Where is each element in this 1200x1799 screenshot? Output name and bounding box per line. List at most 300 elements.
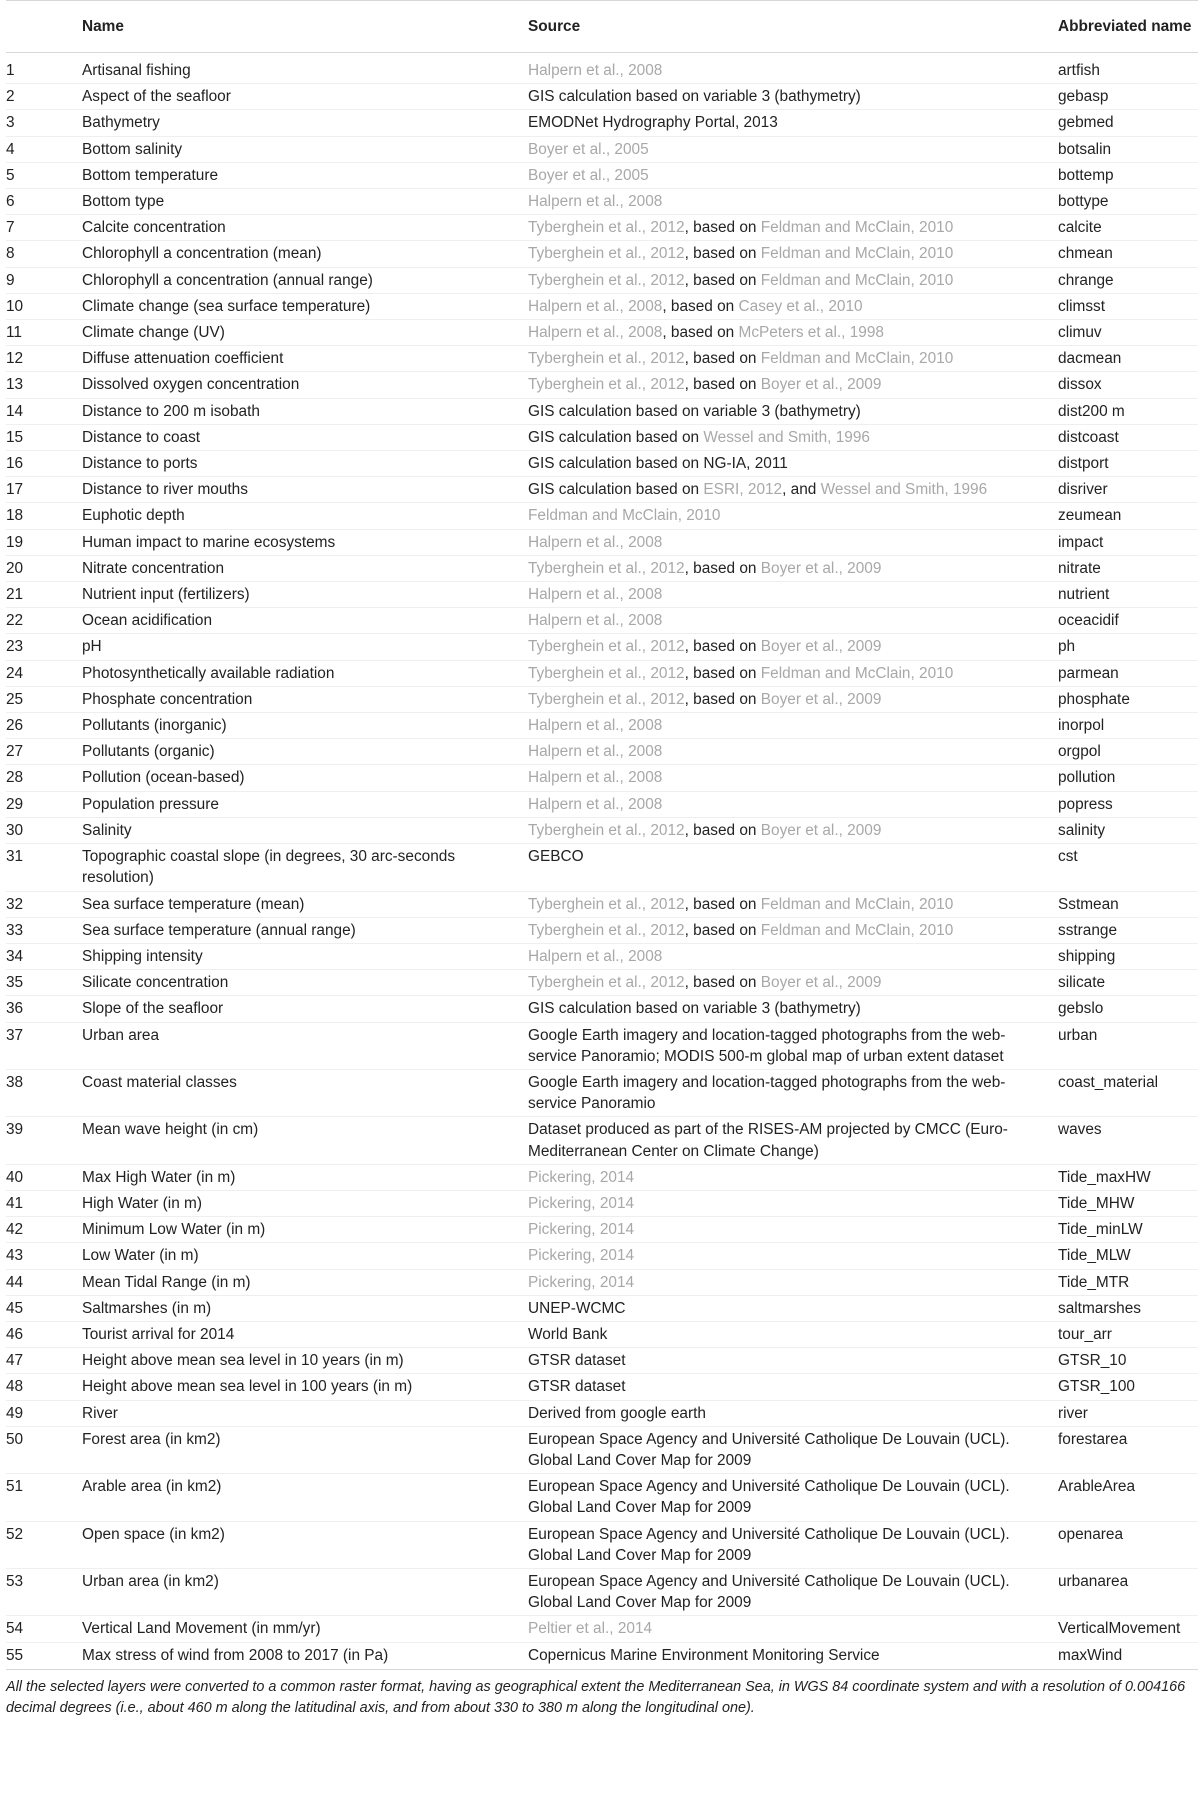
layer-name: Height above mean sea level in 10 years (in m)	[76, 1348, 522, 1374]
layer-source	[522, 110, 1052, 136]
reference-link[interactable]: Tyberghein et al., 2012	[528, 974, 685, 992]
table-row	[6, 1616, 1198, 1642]
table-row	[6, 844, 1198, 891]
table-row	[6, 1400, 1198, 1426]
row-number: 11	[6, 320, 76, 346]
row-number: 28	[6, 765, 76, 791]
abbreviated-name: climsst	[1052, 293, 1198, 319]
layer-name: Forest area (in km2)	[76, 1426, 522, 1473]
table-row	[6, 608, 1198, 634]
source-text: , and	[782, 481, 821, 499]
reference-link[interactable]: Halpern et al., 2008	[528, 612, 663, 630]
layer-name: Sea surface temperature (mean)	[76, 891, 522, 917]
layer-name: Distance to ports	[76, 451, 522, 477]
source-text: EMODNet Hydrography Portal, 2013	[528, 114, 778, 132]
table-row	[6, 765, 1198, 791]
reference-link[interactable]: Tyberghein et al., 2012	[528, 559, 685, 577]
layer-source	[522, 1426, 1052, 1473]
abbreviated-name: chmean	[1052, 241, 1198, 267]
reference-link[interactable]: Tyberghein et al., 2012	[528, 638, 685, 656]
layer-source	[522, 844, 1052, 891]
row-number: 24	[6, 660, 76, 686]
header-name: Name	[76, 1, 522, 53]
reference-link[interactable]: Tyberghein et al., 2012	[528, 271, 685, 289]
reference-link[interactable]: Halpern et al., 2008	[528, 533, 663, 551]
layer-name: Photosynthetically available radiation	[76, 660, 522, 686]
layer-source	[522, 84, 1052, 110]
reference-link[interactable]: Boyer et al., 2009	[760, 821, 882, 839]
table-row	[6, 791, 1198, 817]
layer-source	[522, 1190, 1052, 1216]
reference-link[interactable]: Feldman and McClain, 2010	[760, 664, 954, 682]
table-row	[6, 1426, 1198, 1473]
row-number: 15	[6, 424, 76, 450]
row-number: 30	[6, 817, 76, 843]
source-text: Derived from google earth	[528, 1404, 706, 1422]
source-text: , based on	[684, 821, 761, 839]
reference-link[interactable]: Boyer et al., 2009	[760, 638, 882, 656]
reference-link[interactable]: Feldman and McClain, 2010	[760, 245, 954, 263]
abbreviated-name: calcite	[1052, 215, 1198, 241]
layer-name: Pollutants (inorganic)	[76, 713, 522, 739]
layer-name: Bottom temperature	[76, 162, 522, 188]
layer-name: Diffuse attenuation coefficient	[76, 346, 522, 372]
layer-source	[522, 529, 1052, 555]
reference-link[interactable]: Boyer et al., 2009	[760, 376, 882, 394]
row-number: 38	[6, 1069, 76, 1116]
reference-link[interactable]: Halpern et al., 2008	[528, 717, 663, 735]
table-row	[6, 293, 1198, 319]
row-number: 23	[6, 634, 76, 660]
reference-link[interactable]: Feldman and McClain, 2010	[760, 219, 954, 237]
table-row	[6, 582, 1198, 608]
table-row	[6, 320, 1198, 346]
abbreviated-name: gebmed	[1052, 110, 1198, 136]
abbreviated-name: popress	[1052, 791, 1198, 817]
abbreviated-name: silicate	[1052, 970, 1198, 996]
table-row	[6, 241, 1198, 267]
layer-name: River	[76, 1400, 522, 1426]
abbreviated-name: nutrient	[1052, 582, 1198, 608]
table-row	[6, 1568, 1198, 1615]
row-number: 34	[6, 943, 76, 969]
reference-link[interactable]: Tyberghein et al., 2012	[528, 690, 685, 708]
table-row	[6, 1164, 1198, 1190]
table-row	[6, 1474, 1198, 1521]
layer-name: Sea surface temperature (annual range)	[76, 917, 522, 943]
layer-name: Distance to 200 m isobath	[76, 398, 522, 424]
source-text: , based on	[684, 219, 761, 237]
table-row	[6, 1069, 1198, 1116]
layer-name: Bathymetry	[76, 110, 522, 136]
layer-source	[522, 1164, 1052, 1190]
layer-name: Slope of the seafloor	[76, 996, 522, 1022]
layer-name: Coast material classes	[76, 1069, 522, 1116]
abbreviated-name: openarea	[1052, 1521, 1198, 1568]
row-number: 47	[6, 1348, 76, 1374]
abbreviated-name: disriver	[1052, 477, 1198, 503]
abbreviated-name: gebasp	[1052, 84, 1198, 110]
reference-link[interactable]: Tyberghein et al., 2012	[528, 376, 685, 394]
table-footnote: All the selected layers were converted to a common raster format, having as geographical extent the Mediterranean Sea, in WGS 84 coordinate system and with a resolution of 0.004166 decimal degrees (i.e., about 460 m along the latitudinal axis, and from about 330 to 380 m along the longitudinal one).	[6, 1678, 1186, 1716]
row-number: 32	[6, 891, 76, 917]
reference-link[interactable]: Boyer et al., 2005	[528, 166, 649, 184]
abbreviated-name: bottype	[1052, 189, 1198, 215]
table-row	[6, 1117, 1198, 1164]
abbreviated-name: Tide_MHW	[1052, 1190, 1198, 1216]
reference-link[interactable]: Halpern et al., 2008	[528, 62, 663, 79]
source-text: GIS calculation based on	[528, 481, 704, 499]
row-number: 18	[6, 503, 76, 529]
abbreviated-name: orgpol	[1052, 739, 1198, 765]
layer-name: Aspect of the seafloor	[76, 84, 522, 110]
abbreviated-name: inorpol	[1052, 713, 1198, 739]
abbreviated-name: phosphate	[1052, 686, 1198, 712]
reference-link[interactable]: Tyberghein et al., 2012	[528, 350, 685, 368]
abbreviated-name: sstrange	[1052, 917, 1198, 943]
source-text: , based on	[684, 974, 761, 992]
table-row	[6, 1022, 1198, 1069]
row-number: 31	[6, 844, 76, 891]
table-row	[6, 1521, 1198, 1568]
reference-link[interactable]: Boyer et al., 2005	[528, 140, 649, 158]
layer-source	[522, 241, 1052, 267]
row-number: 17	[6, 477, 76, 503]
abbreviated-name: ArableArea	[1052, 1474, 1198, 1521]
layer-source	[522, 372, 1052, 398]
layer-name: Silicate concentration	[76, 970, 522, 996]
table-row	[6, 477, 1198, 503]
layer-name: Low Water (in m)	[76, 1243, 522, 1269]
layer-source	[522, 1374, 1052, 1400]
reference-link[interactable]: Halpern et al., 2008	[528, 297, 663, 315]
layer-name: Tourist arrival for 2014	[76, 1321, 522, 1347]
layer-name: Urban area (in km2)	[76, 1568, 522, 1615]
source-text: , based on	[684, 350, 761, 368]
table-row	[6, 1269, 1198, 1295]
reference-link[interactable]: Peltier et al., 2014	[528, 1620, 653, 1638]
layer-source	[522, 1400, 1052, 1426]
reference-link[interactable]: Pickering, 2014	[528, 1273, 635, 1291]
layer-name: Human impact to marine ecosystems	[76, 529, 522, 555]
row-number: 55	[6, 1642, 76, 1669]
source-text: , based on	[684, 690, 761, 708]
abbreviated-name: river	[1052, 1400, 1198, 1426]
data-layers-table	[6, 0, 1198, 1670]
row-number: 51	[6, 1474, 76, 1521]
abbreviated-name: urban	[1052, 1022, 1198, 1069]
table-row	[6, 424, 1198, 450]
table-row	[6, 398, 1198, 424]
layer-source	[522, 555, 1052, 581]
layer-source	[522, 53, 1052, 84]
abbreviated-name: nitrate	[1052, 555, 1198, 581]
table-row	[6, 996, 1198, 1022]
reference-link[interactable]: Feldman and McClain, 2010	[760, 271, 954, 289]
table-row	[6, 1217, 1198, 1243]
source-text: GTSR dataset	[528, 1378, 626, 1396]
reference-link[interactable]: Feldman and McClain, 2010	[760, 895, 954, 913]
layer-name: Distance to river mouths	[76, 477, 522, 503]
source-text: Copernicus Marine Environment Monitoring Service	[528, 1646, 880, 1664]
source-text: GTSR dataset	[528, 1352, 626, 1370]
table-row	[6, 136, 1198, 162]
layer-source	[522, 1642, 1052, 1669]
layer-source	[522, 1022, 1052, 1069]
table-row	[6, 817, 1198, 843]
layer-name: pH	[76, 634, 522, 660]
reference-link[interactable]: Tyberghein et al., 2012	[528, 245, 685, 263]
source-text: European Space Agency and Université Catholique De Louvain (UCL). Global Land Cover Map for 2009	[528, 1430, 1010, 1469]
abbreviated-name: maxWind	[1052, 1642, 1198, 1669]
row-number: 10	[6, 293, 76, 319]
layer-source	[522, 1616, 1052, 1642]
layer-source	[522, 917, 1052, 943]
table-row	[6, 1295, 1198, 1321]
abbreviated-name: dist200 m	[1052, 398, 1198, 424]
table-row	[6, 53, 1198, 84]
row-number: 22	[6, 608, 76, 634]
source-text: GIS calculation based on variable 3 (bathymetry)	[528, 88, 861, 106]
layer-source	[522, 267, 1052, 293]
abbreviated-name: forestarea	[1052, 1426, 1198, 1473]
source-text: European Space Agency and Université Catholique De Louvain (UCL). Global Land Cover Map for 2009	[528, 1572, 1010, 1612]
layer-name: Saltmarshes (in m)	[76, 1295, 522, 1321]
abbreviated-name: botsalin	[1052, 136, 1198, 162]
layer-name: Artisanal fishing	[76, 53, 522, 84]
reference-link[interactable]: Casey et al., 2010	[738, 297, 863, 315]
reference-link[interactable]: Boyer et al., 2009	[760, 690, 882, 708]
reference-link[interactable]: Halpern et al., 2008	[528, 586, 663, 604]
abbreviated-name: bottemp	[1052, 162, 1198, 188]
layer-source	[522, 1348, 1052, 1374]
row-number: 39	[6, 1117, 76, 1164]
layer-name: Pollutants (organic)	[76, 739, 522, 765]
abbreviated-name: waves	[1052, 1117, 1198, 1164]
layer-name: Salinity	[76, 817, 522, 843]
row-number: 35	[6, 970, 76, 996]
reference-link[interactable]: McPeters et al., 1998	[738, 324, 884, 342]
reference-link[interactable]: Halpern et al., 2008	[528, 795, 663, 813]
layer-name: Height above mean sea level in 100 years (in m)	[76, 1374, 522, 1400]
abbreviated-name: distport	[1052, 451, 1198, 477]
layer-source	[522, 320, 1052, 346]
layer-name: Topographic coastal slope (in degrees, 30 arc-seconds resolution)	[76, 844, 522, 891]
layer-name: Arable area (in km2)	[76, 1474, 522, 1521]
table-row	[6, 84, 1198, 110]
reference-link[interactable]: Halpern et al., 2008	[528, 743, 663, 761]
row-number: 5	[6, 162, 76, 188]
row-number: 44	[6, 1269, 76, 1295]
abbreviated-name: saltmarshes	[1052, 1295, 1198, 1321]
row-number: 41	[6, 1190, 76, 1216]
row-number: 9	[6, 267, 76, 293]
layer-name: Population pressure	[76, 791, 522, 817]
source-text: , based on	[684, 638, 761, 656]
reference-link[interactable]: Pickering, 2014	[528, 1194, 635, 1212]
reference-link[interactable]: Tyberghein et al., 2012	[528, 921, 685, 939]
table-row	[6, 1348, 1198, 1374]
layer-source	[522, 503, 1052, 529]
reference-link[interactable]: Tyberghein et al., 2012	[528, 895, 685, 913]
row-number: 2	[6, 84, 76, 110]
reference-link[interactable]: Halpern et al., 2008	[528, 324, 663, 342]
abbreviated-name: GTSR_10	[1052, 1348, 1198, 1374]
table-row	[6, 891, 1198, 917]
layer-name: Euphotic depth	[76, 503, 522, 529]
table-row	[6, 660, 1198, 686]
table-row	[6, 529, 1198, 555]
source-text: GEBCO	[528, 848, 584, 866]
layer-name: Distance to coast	[76, 424, 522, 450]
row-number: 42	[6, 1217, 76, 1243]
layer-source	[522, 634, 1052, 660]
row-number: 48	[6, 1374, 76, 1400]
row-number: 40	[6, 1164, 76, 1190]
reference-link[interactable]: Pickering, 2014	[528, 1168, 635, 1186]
abbreviated-name: ph	[1052, 634, 1198, 660]
source-text: Dataset produced as part of the RISES-AM projected by CMCC (Euro-Mediterranean Center on Climate Change)	[528, 1121, 1008, 1160]
row-number: 50	[6, 1426, 76, 1473]
row-number: 3	[6, 110, 76, 136]
layer-source	[522, 739, 1052, 765]
layer-source	[522, 1117, 1052, 1164]
layer-name: Chlorophyll a concentration (mean)	[76, 241, 522, 267]
row-number: 8	[6, 241, 76, 267]
abbreviated-name: parmean	[1052, 660, 1198, 686]
abbreviated-name: tour_arr	[1052, 1321, 1198, 1347]
row-number: 27	[6, 739, 76, 765]
reference-link[interactable]: Feldman and McClain, 2010	[760, 350, 954, 368]
abbreviated-name: distcoast	[1052, 424, 1198, 450]
layer-name: Urban area	[76, 1022, 522, 1069]
source-text: , based on	[684, 921, 761, 939]
source-text: European Space Agency and Université Catholique De Louvain (UCL). Global Land Cover Map for 2009	[528, 1525, 1010, 1564]
abbreviated-name: Tide_MTR	[1052, 1269, 1198, 1295]
abbreviated-name: VerticalMovement	[1052, 1616, 1198, 1642]
layer-source	[522, 162, 1052, 188]
layer-name: Climate change (UV)	[76, 320, 522, 346]
layer-source	[522, 817, 1052, 843]
reference-link[interactable]: Boyer et al., 2009	[760, 974, 882, 992]
reference-link[interactable]: Halpern et al., 2008	[528, 193, 663, 211]
table-row	[6, 686, 1198, 712]
layer-source	[522, 791, 1052, 817]
source-text: , based on	[684, 271, 761, 289]
table-row	[6, 555, 1198, 581]
abbreviated-name: gebslo	[1052, 996, 1198, 1022]
abbreviated-name: zeumean	[1052, 503, 1198, 529]
row-number: 21	[6, 582, 76, 608]
row-number: 54	[6, 1616, 76, 1642]
layer-source	[522, 215, 1052, 241]
row-number: 25	[6, 686, 76, 712]
source-text: , based on	[684, 559, 761, 577]
abbreviated-name: dacmean	[1052, 346, 1198, 372]
layer-source	[522, 582, 1052, 608]
layer-name: Bottom salinity	[76, 136, 522, 162]
row-number: 36	[6, 996, 76, 1022]
reference-link[interactable]: Feldman and McClain, 2010	[528, 507, 721, 525]
layer-source	[522, 1243, 1052, 1269]
layer-source	[522, 765, 1052, 791]
table-header	[6, 1, 1198, 53]
row-number: 14	[6, 398, 76, 424]
layer-source	[522, 1069, 1052, 1116]
table-row	[6, 110, 1198, 136]
layer-source	[522, 686, 1052, 712]
reference-link[interactable]: ESRI, 2012	[703, 481, 783, 499]
abbreviated-name: coast_material	[1052, 1069, 1198, 1116]
layer-name: Climate change (sea surface temperature)	[76, 293, 522, 319]
layer-name: Chlorophyll a concentration (annual range)	[76, 267, 522, 293]
header-row	[6, 1, 1198, 53]
table-row	[6, 372, 1198, 398]
row-number: 12	[6, 346, 76, 372]
table-body	[6, 53, 1198, 1670]
reference-link[interactable]: Halpern et al., 2008	[528, 947, 663, 965]
layer-name: Phosphate concentration	[76, 686, 522, 712]
reference-link[interactable]: Pickering, 2014	[528, 1247, 635, 1265]
reference-link[interactable]: Pickering, 2014	[528, 1221, 635, 1239]
source-text: European Space Agency and Université Catholique De Louvain (UCL). Global Land Cover Map for 2009	[528, 1478, 1010, 1517]
source-text: , based on	[684, 895, 761, 913]
layer-name: Ocean acidification	[76, 608, 522, 634]
reference-link[interactable]: Tyberghein et al., 2012	[528, 219, 685, 237]
source-text: , based on	[662, 324, 739, 342]
abbreviated-name: GTSR_100	[1052, 1374, 1198, 1400]
reference-link[interactable]: Tyberghein et al., 2012	[528, 664, 685, 682]
abbreviated-name: salinity	[1052, 817, 1198, 843]
layer-name: Max stress of wind from 2008 to 2017 (in Pa)	[76, 1642, 522, 1669]
layer-name: Mean Tidal Range (in m)	[76, 1269, 522, 1295]
abbreviated-name: cst	[1052, 844, 1198, 891]
table-row	[6, 1374, 1198, 1400]
reference-link[interactable]: Wessel and Smith, 1996	[703, 428, 870, 446]
layer-source	[522, 451, 1052, 477]
layer-name: Open space (in km2)	[76, 1521, 522, 1568]
table-row	[6, 634, 1198, 660]
layer-source	[522, 1217, 1052, 1243]
table-row	[6, 162, 1198, 188]
abbreviated-name: shipping	[1052, 943, 1198, 969]
layer-source	[522, 1568, 1052, 1615]
table-row	[6, 1243, 1198, 1269]
abbreviated-name: Sstmean	[1052, 891, 1198, 917]
layer-source	[522, 660, 1052, 686]
reference-link[interactable]: Wessel and Smith, 1996	[820, 481, 988, 499]
table-row	[6, 970, 1198, 996]
row-number: 33	[6, 917, 76, 943]
source-text: GIS calculation based on variable 3 (bathymetry)	[528, 402, 861, 420]
source-text: GIS calculation based on variable 3 (bathymetry)	[528, 1000, 861, 1018]
abbreviated-name: dissox	[1052, 372, 1198, 398]
table-row	[6, 189, 1198, 215]
layer-source	[522, 1269, 1052, 1295]
reference-link[interactable]: Feldman and McClain, 2010	[760, 921, 954, 939]
abbreviated-name: pollution	[1052, 765, 1198, 791]
layer-source	[522, 713, 1052, 739]
row-number: 1	[6, 53, 76, 84]
table-row	[6, 1321, 1198, 1347]
abbreviated-name: urbanarea	[1052, 1568, 1198, 1615]
table-row	[6, 943, 1198, 969]
reference-link[interactable]: Halpern et al., 2008	[528, 769, 663, 787]
table-row	[6, 346, 1198, 372]
reference-link[interactable]: Tyberghein et al., 2012	[528, 821, 685, 839]
reference-link[interactable]: Boyer et al., 2009	[760, 559, 882, 577]
layer-name: Vertical Land Movement (in mm/yr)	[76, 1616, 522, 1642]
